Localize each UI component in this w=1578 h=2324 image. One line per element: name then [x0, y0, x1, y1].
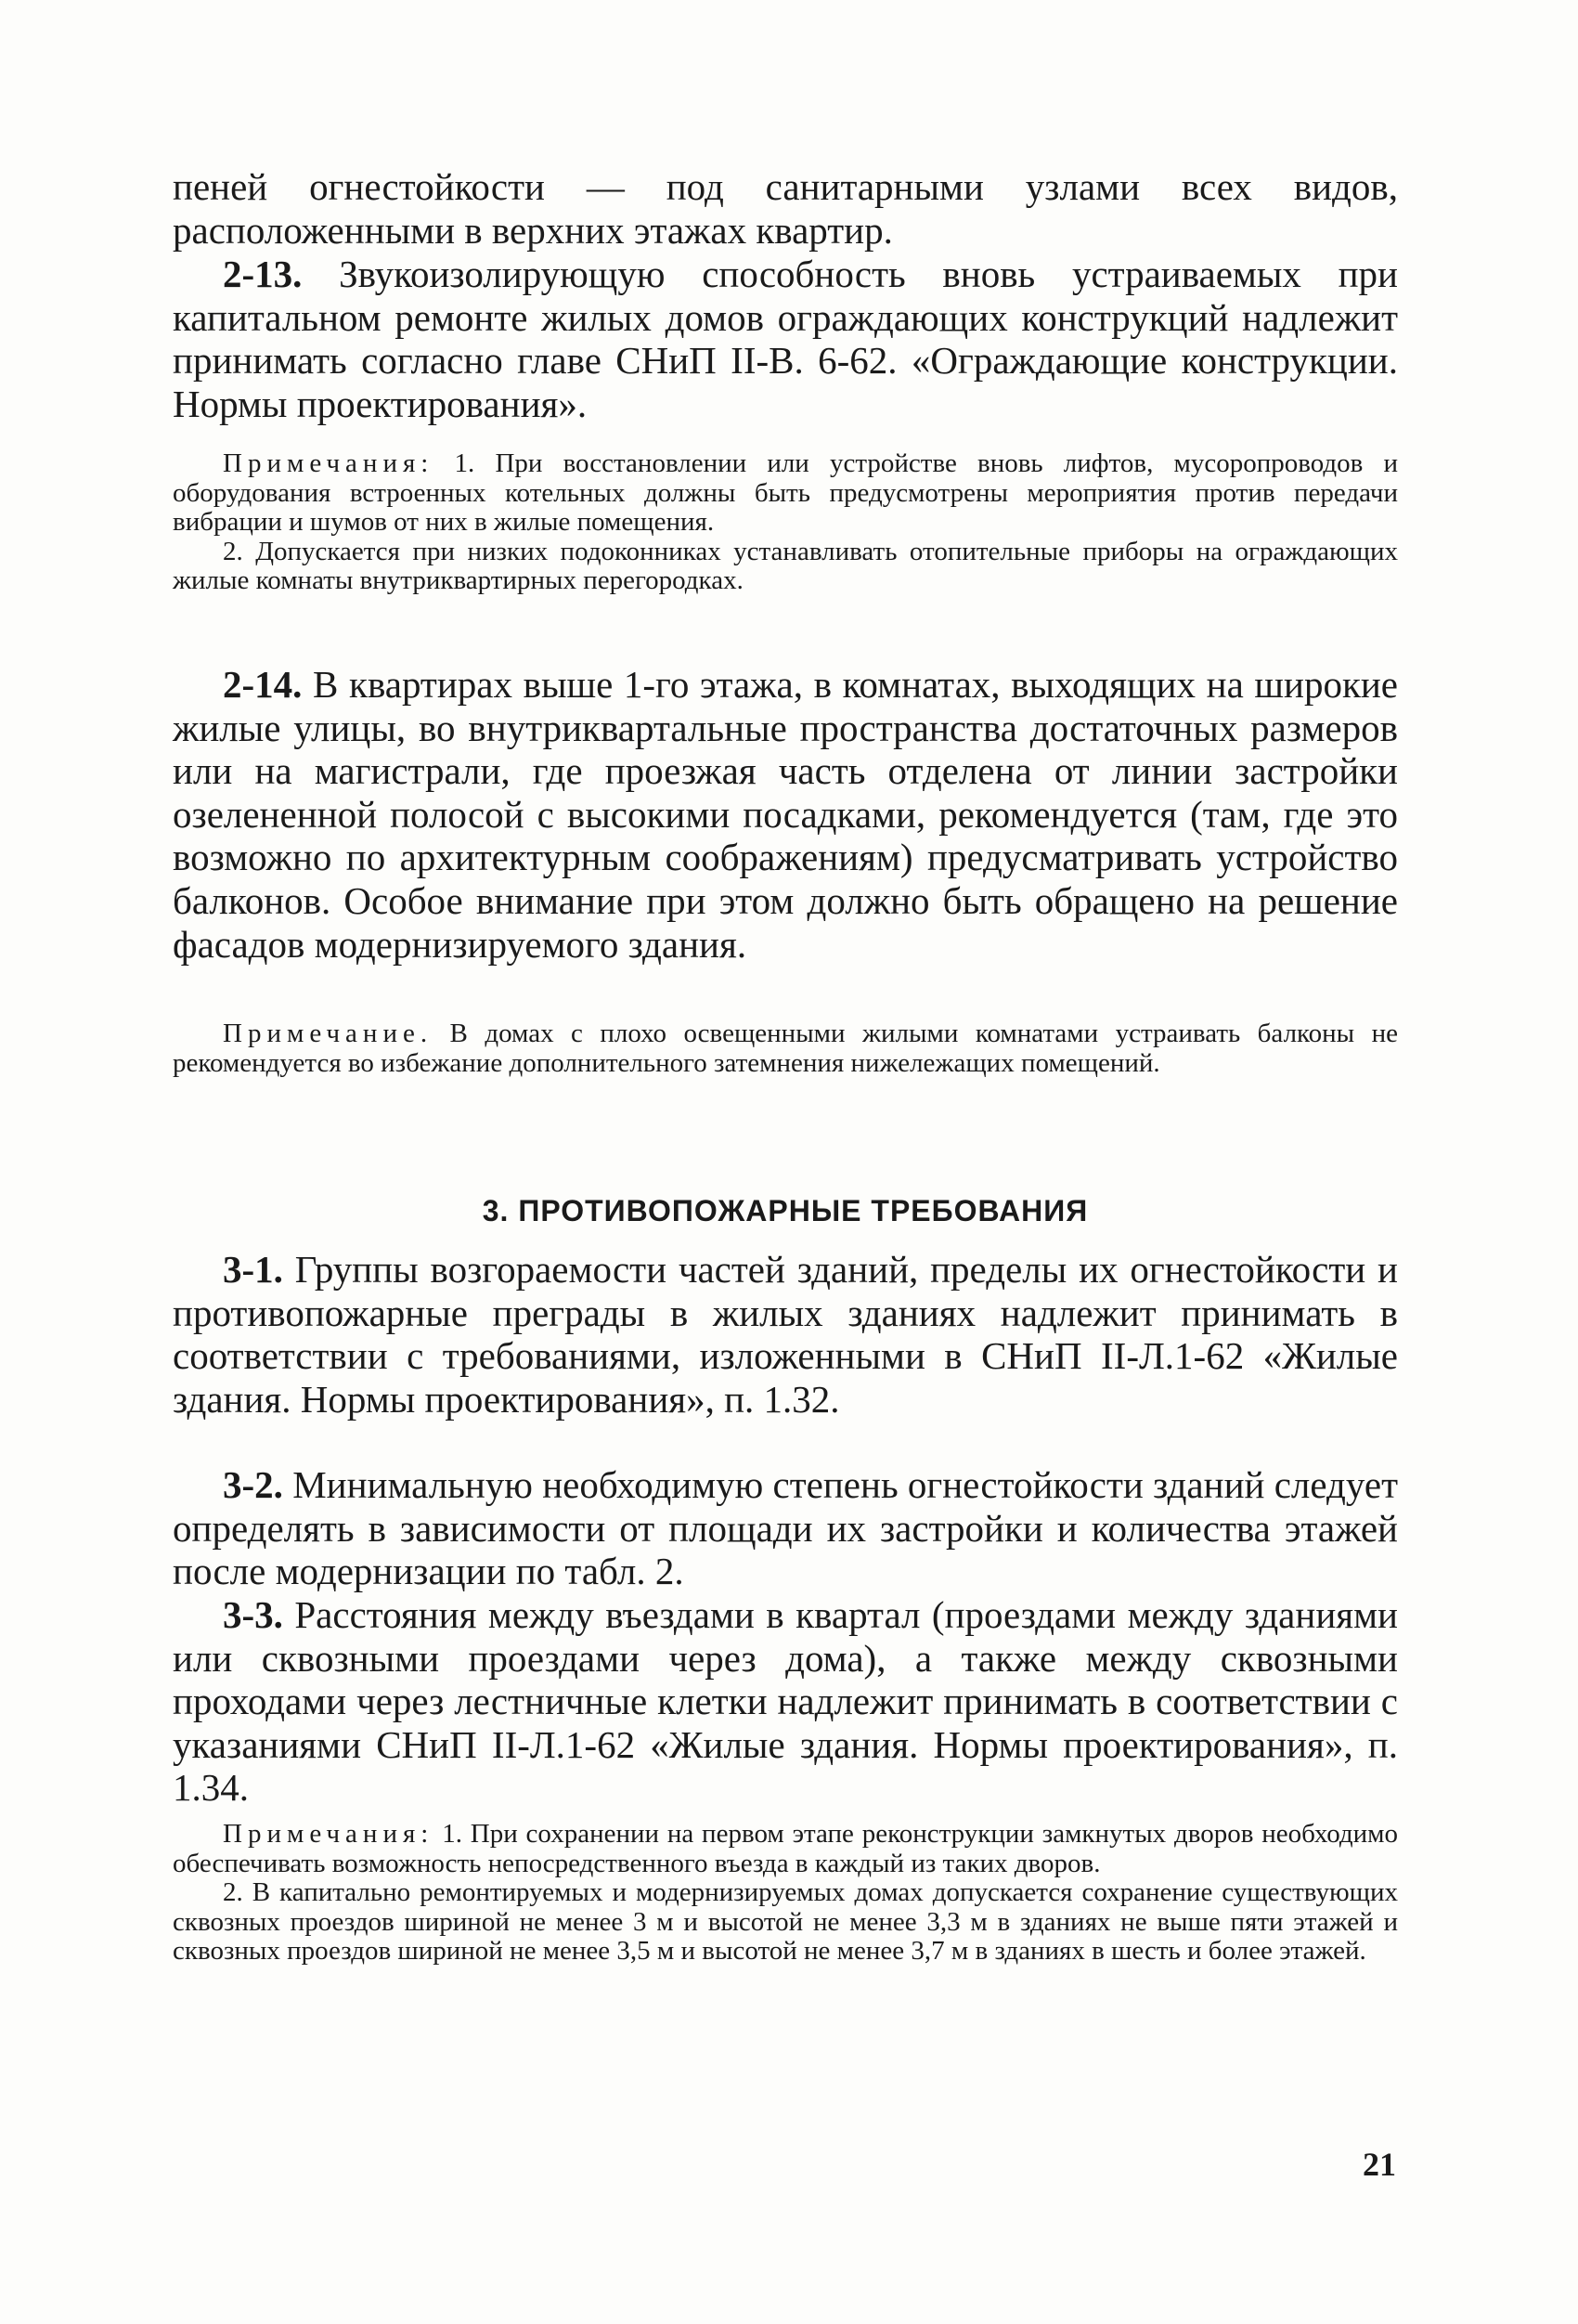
paragraph-2-14 — [173, 663, 1398, 966]
paragraph-2-13 — [173, 253, 1398, 425]
notes-2-13 — [173, 449, 1398, 596]
note-text: 1. При восстановлении или устройстве вновь лифтов, мусоропроводов и оборудования встроенных котельных должны быть предусмотрены мероприятия против передачи вибрации и шумов от них в жилые помещения. — [173, 448, 1399, 537]
section-heading-block — [173, 1194, 1398, 1228]
paragraph-3-2 — [173, 1463, 1398, 1593]
notes-3-3 — [173, 1820, 1398, 1967]
paragraph-number: 2-13. — [223, 253, 303, 295]
top-paragraph — [173, 165, 1398, 252]
paragraph-number: 3-3. — [223, 1593, 283, 1636]
paragraph-number: 3-1. — [223, 1248, 283, 1291]
note-label: Примечания: — [223, 448, 434, 478]
note-text: 1. При сохранении на первом этапе реконструкции замкнутых дворов необходимо обеспечивать возможность непосредственного въезда в каждый из таких дворов. — [173, 1819, 1398, 1878]
page-number: 21 — [1363, 2146, 1396, 2183]
section-heading: 3. ПРОТИВОПОЖАРНЫЕ ТРЕБОВАНИЯ — [482, 1194, 1089, 1227]
note-2-14 — [173, 1019, 1398, 1078]
paragraph-number: 2-14. — [223, 663, 303, 706]
paragraph-text: Минимальную необходимую степень огнестойкости зданий следует определять в зависимости от площади их застройки и количества этажей после модернизации по табл. 2. — [173, 1463, 1398, 1593]
paragraph-text: пеней огнестойкости — под санитарными узлами всех видов, расположенными в верхних этажах квартир. — [173, 165, 1398, 252]
note-text: В домах с плохо освещенными жилыми комнатами устраивать балконы не рекомендуется во избежание дополнительного затемнения нижележащих помещений. — [173, 1019, 1398, 1078]
note-text: 2. В капитально ремонтируемых и модернизируемых домах допускается сохранение существующих сквозных проездов шириной не менее 3 м и высотой не менее 3,3 м в зданиях не выше пяти этажей и сквозных проездов шириной не менее 3,5 м и высотой не менее 3,7 м в зданиях в шесть и более этажей. — [173, 1877, 1398, 1966]
paragraph-text: Расстояния между въездами в квартал (проездами между зданиями или сквозными проездами через дома), а также между сквозными проходами через лестничные клетки надлежит принимать в соответствии с указаниями СНиП II-Л.1-62 «Жилые здания. Нормы проектирования», п. 1.34. — [173, 1593, 1399, 1810]
paragraph-text: Группы возгораемости частей зданий, пределы их огнестойкости и противопожарные преграды в жилых зданиях надлежит принимать в соответствии с требованиями, изложенными в СНиП II-Л.1-62 «Жилые здания. Нормы проектирования», п. 1.32. — [173, 1248, 1398, 1421]
note-label: Примечание. — [223, 1019, 433, 1048]
paragraph-number: 3-2. — [223, 1463, 283, 1506]
paragraph-text: В квартирах выше 1-го этажа, в комнатах, выходящих на широкие жилые улицы, во внутриквартальные пространства достаточных размеров или на магистрали, где проезжая часть отделена от линии застройки озелененной полосой с высокими посадками, рекомендуется (там, где это возможно по архитектурным соображениям) предусматривать устройство балконов. Особое внимание при этом должно быть обращено на решение фасадов модернизируемого здания. — [173, 663, 1399, 966]
paragraph-text: Звукоизолирующую способность вновь устраиваемых при капитальном ремонте жилых домов ограждающих конструкций надлежит принимать согласно главе СНиП II-В. 6-62. «Ограждающие конструкции. Нормы проектирования». — [173, 253, 1398, 425]
note-label: Примечания: — [223, 1819, 434, 1849]
note-text: 2. Допускается при низких подоконниках устанавливать отопительные приборы на ограждающих жилые комнаты внутриквартирных перегородках. — [173, 536, 1398, 595]
paragraph-3-3 — [173, 1593, 1398, 1810]
paragraph-3-1 — [173, 1248, 1398, 1421]
